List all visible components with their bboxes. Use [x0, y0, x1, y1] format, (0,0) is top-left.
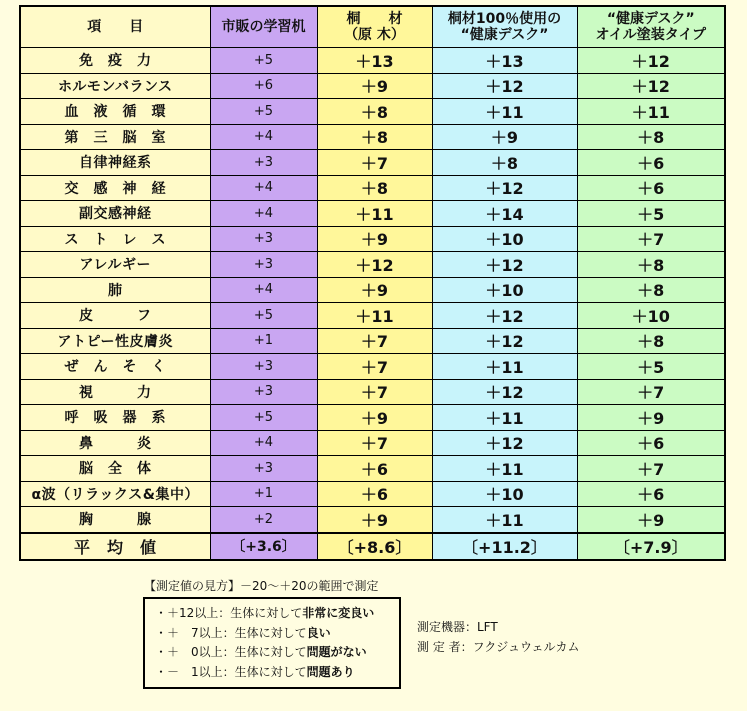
row-label: 胸 腺: [20, 507, 210, 533]
table-row: [20, 481, 725, 507]
header-item: 項 目: [20, 6, 210, 48]
cell-value: +3: [210, 252, 317, 278]
cell-value: ＋10: [432, 226, 577, 252]
table-row: [20, 201, 725, 227]
row-label: ス ト レ ス: [20, 226, 210, 252]
table-row: [20, 405, 725, 431]
cell-value: ＋12: [432, 379, 577, 405]
cell-value: +3: [210, 226, 317, 252]
cell-value: ＋6: [577, 175, 725, 201]
cell-value: ＋11: [432, 405, 577, 431]
cell-value: ＋9: [577, 507, 725, 533]
table-row: [20, 48, 725, 74]
cell-value: +3: [210, 150, 317, 176]
cell-value: +3: [210, 354, 317, 380]
row-label: アトピー性皮膚炎: [20, 328, 210, 354]
cell-value: +3: [210, 379, 317, 405]
table-row: [20, 328, 725, 354]
cell-value: ＋7: [317, 379, 432, 405]
cell-value: ＋5: [577, 201, 725, 227]
row-label: 免 疫 力: [20, 48, 210, 74]
cell-value: ＋6: [317, 481, 432, 507]
average-value: 〔+11.2〕: [432, 533, 577, 560]
cell-value: ＋6: [577, 481, 725, 507]
cell-value: ＋12: [432, 303, 577, 329]
cell-value: ＋6: [317, 456, 432, 482]
cell-value: ＋10: [432, 481, 577, 507]
table-row: [20, 354, 725, 380]
cell-value: ＋12: [577, 48, 725, 74]
legend-line: [155, 643, 399, 663]
cell-value: ＋9: [317, 73, 432, 99]
average-value: 〔+7.9〕: [577, 533, 725, 560]
cell-value: ＋7: [577, 379, 725, 405]
row-label: 皮 フ: [20, 303, 210, 329]
cell-value: +4: [210, 175, 317, 201]
row-label: 脳 全 体: [20, 456, 210, 482]
legend-line-prefix: ・－ 1以上：生体に対して: [155, 664, 307, 679]
cell-value: +1: [210, 328, 317, 354]
row-label: ホルモンバランス: [20, 73, 210, 99]
cell-value: ＋13: [317, 48, 432, 74]
cell-value: ＋8: [577, 328, 725, 354]
cell-value: ＋9: [317, 277, 432, 303]
cell-value: ＋8: [577, 252, 725, 278]
row-label: 第 三 脳 室: [20, 124, 210, 150]
cell-value: ＋11: [432, 507, 577, 533]
table-row: [20, 226, 725, 252]
cell-value: ＋8: [317, 175, 432, 201]
table-row: [20, 73, 725, 99]
legend-line-prefix: ・＋ 0以上：生体に対して: [155, 645, 307, 659]
cell-value: ＋8: [317, 124, 432, 150]
legend-line: [155, 663, 399, 683]
table-row: [20, 303, 725, 329]
cell-value: ＋6: [577, 150, 725, 176]
cell-value: ＋9: [317, 405, 432, 431]
header-row: [20, 6, 725, 48]
cell-value: ＋11: [432, 354, 577, 380]
cell-value: ＋12: [432, 252, 577, 278]
legend-title: 【測定値の見方】－20～＋20の範囲で測定: [144, 579, 379, 593]
measurement-device: 測定機器：LFT: [417, 620, 498, 634]
cell-value: ＋11: [317, 201, 432, 227]
table-row: [20, 150, 725, 176]
cell-value: ＋10: [577, 303, 725, 329]
legend-line-emphasis: 問題がない: [306, 645, 367, 659]
average-row: [20, 533, 725, 560]
cell-value: ＋11: [432, 99, 577, 125]
average-value: 〔+8.6〕: [317, 533, 432, 560]
table-row: [20, 124, 725, 150]
row-label: 鼻 炎: [20, 430, 210, 456]
row-label: 副交感神経: [20, 201, 210, 227]
row-label: 視 力: [20, 379, 210, 405]
row-label: 呼 吸 器 系: [20, 405, 210, 431]
cell-value: ＋7: [577, 226, 725, 252]
average-value: 〔+3.6〕: [210, 533, 317, 560]
cell-value: ＋9: [577, 405, 725, 431]
cell-value: ＋12: [577, 73, 725, 99]
cell-value: ＋12: [317, 252, 432, 278]
cell-value: ＋8: [577, 124, 725, 150]
cell-value: ＋7: [317, 328, 432, 354]
row-label: 血 液 循 環: [20, 99, 210, 125]
cell-value: +5: [210, 99, 317, 125]
cell-value: ＋9: [317, 226, 432, 252]
cell-value: ＋8: [577, 277, 725, 303]
legend-line-prefix: ・＋12以上：生体に対して: [155, 606, 303, 620]
table-row: [20, 507, 725, 533]
cell-value: ＋12: [432, 175, 577, 201]
legend-line-emphasis: 問題あり: [306, 664, 355, 679]
cell-value: ＋7: [577, 456, 725, 482]
cell-value: ＋7: [317, 354, 432, 380]
cell-value: +4: [210, 124, 317, 150]
table-row: [20, 99, 725, 125]
cell-value: +5: [210, 48, 317, 74]
row-label: α波（リラックス&集中）: [20, 481, 210, 507]
cell-value: ＋10: [432, 277, 577, 303]
legend-line-emphasis: 良い: [306, 625, 331, 640]
header-paulownia-raw: 桐 材 （原 木）: [317, 6, 432, 48]
cell-value: +6: [210, 73, 317, 99]
average-label: 平 均 値: [20, 533, 210, 560]
legend-box: [143, 597, 401, 689]
cell-value: +3: [210, 456, 317, 482]
cell-value: ＋11: [577, 99, 725, 125]
row-label: アレルギー: [20, 252, 210, 278]
row-label: ぜ ん そ く: [20, 354, 210, 380]
table-row: [20, 175, 725, 201]
cell-value: ＋9: [432, 124, 577, 150]
measurer: 測 定 者：フクジュウェルカム: [417, 640, 580, 654]
cell-value: ＋11: [317, 303, 432, 329]
table-row: [20, 252, 725, 278]
measurement-info: [417, 617, 580, 657]
legend-line: [155, 604, 399, 624]
row-label: 肺: [20, 277, 210, 303]
cell-value: ＋9: [317, 507, 432, 533]
measurement-table: [19, 5, 726, 561]
cell-value: ＋7: [317, 150, 432, 176]
table-row: [20, 277, 725, 303]
cell-value: +2: [210, 507, 317, 533]
cell-value: ＋14: [432, 201, 577, 227]
cell-value: ＋8: [432, 150, 577, 176]
cell-value: +4: [210, 277, 317, 303]
cell-value: ＋5: [577, 354, 725, 380]
cell-value: +5: [210, 303, 317, 329]
table-body: [20, 48, 725, 560]
cell-value: +4: [210, 201, 317, 227]
table-row: [20, 456, 725, 482]
cell-value: ＋7: [317, 430, 432, 456]
cell-value: +5: [210, 405, 317, 431]
header-commercial-desk: 市販の学習机: [210, 6, 317, 48]
legend-line-prefix: ・＋ 7以上：生体に対して: [155, 625, 307, 640]
cell-value: ＋13: [432, 48, 577, 74]
cell-value: ＋8: [317, 99, 432, 125]
header-health-desk: 桐材100％使用の “健康デスク”: [432, 6, 577, 48]
cell-value: ＋12: [432, 430, 577, 456]
legend-line: [155, 624, 399, 644]
cell-value: +4: [210, 430, 317, 456]
header-health-desk-oil: “健康デスク” オイル塗装タイプ: [577, 6, 725, 48]
cell-value: ＋6: [577, 430, 725, 456]
row-label: 自律神経系: [20, 150, 210, 176]
row-label: 交 感 神 経: [20, 175, 210, 201]
cell-value: ＋12: [432, 328, 577, 354]
table-row: [20, 379, 725, 405]
cell-value: +1: [210, 481, 317, 507]
legend-line-emphasis: 非常に変良い: [302, 606, 375, 620]
cell-value: ＋12: [432, 73, 577, 99]
cell-value: ＋11: [432, 456, 577, 482]
table-row: [20, 430, 725, 456]
